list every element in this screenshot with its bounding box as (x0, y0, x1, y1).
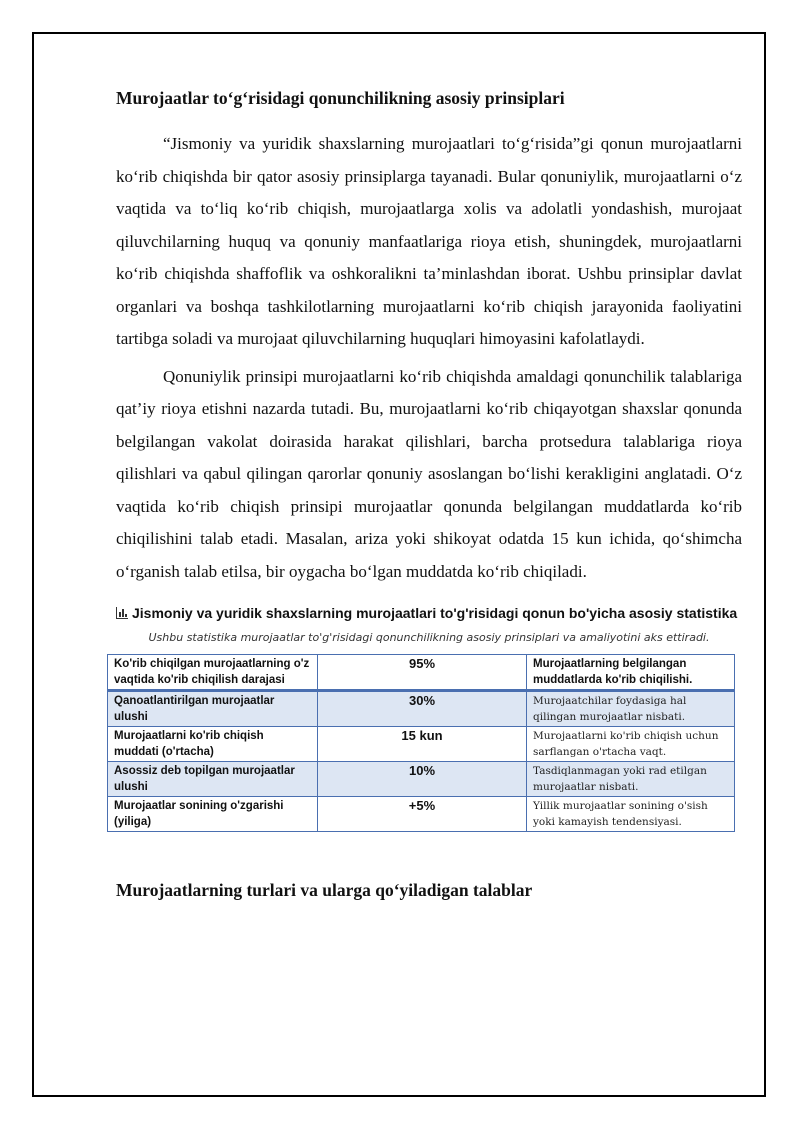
stats-subtitle: Ushbu statistika murojaatlar to'g'risidagi qonunchilikning asosiy prinsiplari va amaliyotini aks ettiradi. (148, 631, 710, 644)
table-row (108, 762, 735, 797)
stats-title-text: Jismoniy va yuridik shaxslarning murojaatlari to'g'risidagi qonun bo'yicha asosiy statistika (132, 605, 738, 621)
section-heading: Murojaatlarning turlari va ularga qo‘yiladigan talablar (116, 880, 533, 900)
stat-description: Yillik murojaatlar sonining o'sish yoki kamayish tendensiyasi. (527, 797, 735, 832)
stat-description: Murojaatlarni ko'rib chiqish uchun sarflangan o'rtacha vaqt. (527, 727, 735, 762)
document-body (116, 84, 742, 904)
stat-label: Asossiz deb topilgan murojaatlar ulushi (108, 762, 318, 797)
table-row (108, 727, 735, 762)
table-row (108, 797, 735, 832)
stat-value: +5% (318, 797, 527, 832)
stat-label: Murojaatlar sonining o'zgarishi (yiliga) (108, 797, 318, 832)
stat-description: Murojaatlarning belgilangan muddatlarda ko'rib chiqilishi. (527, 655, 735, 691)
paragraph: “Jismoniy va yuridik shaxslarning murojaatlari to‘g‘risida”gi qonun murojaatlarni ko‘rib chiqishda bir qator asosiy prinsiplarga tayanadi. Bular qonuniylik, murojaatlarni o‘z vaqtida va to‘liq ko‘rib chiqish, murojaatlarga xolis va adolatli yondashish, murojaat qiluvchilarning huquq va qonuniy manfaatlariga rioya etish, shuningdek, murojaatlarni ko‘rib chiqishda shaffoflik va oshkoralikni ta’minlashdan iborat. Ushbu prinsiplar davlat organlari va boshqa tashkilotlarning murojaatlarni ko‘rib chiqish jarayonida faoliyatini tartibga soladi va murojaat qiluvchilarning huquqlari himoyasini kafolatlaydi. (116, 134, 742, 348)
stats-title (116, 603, 742, 624)
stat-value: 10% (318, 762, 527, 797)
section-heading: Murojaatlar to‘g‘risidagi qonunchilikning asosiy prinsiplari (116, 88, 565, 108)
stat-label: Ko'rib chiqilgan murojaatlarning o'z vaqtida ko'rib chiqilish darajasi (108, 655, 318, 691)
bar-chart-icon (116, 607, 128, 619)
paragraph: Qonuniylik prinsipi murojaatlarni ko‘rib chiqishda amaldagi qonunchilik talablariga qat’iy rioya etishni nazarda tutadi. Bu, murojaatlarni ko‘rib chiqayotgan shaxslar qonunda belgilangan vakolat doirasida harakat qilishlari, barcha protsedura talablariga rioya qilishlari va qabul qilingan qarorlar qonuniy asoslangan bo‘lishi kerakligini anglatadi. O‘z vaqtida ko‘rib chiqish prinsipi murojaatlar qonunda belgilangan muddatlarda ko‘rib chiqilishini talab etadi. Masalan, ariza yoki shikoyat odatda 15 kun ichida, qo‘shimcha o‘rganish talab etilsa, bir oygacha bo‘lgan muddatda ko‘rib chiqiladi. (116, 366, 742, 581)
stat-label: Qanoatlantirilgan murojaatlar ulushi (108, 691, 318, 727)
stat-value: 30% (318, 691, 527, 727)
stat-label: Murojaatlarni ko'rib chiqish muddati (o'rtacha) (108, 727, 318, 762)
table-row (108, 691, 735, 727)
stat-value: 95% (318, 655, 527, 691)
stat-description: Murojaatchilar foydasiga hal qilingan murojaatlar nisbati. (527, 691, 735, 727)
stat-description: Tasdiqlanmagan yoki rad etilgan murojaatlar nisbati. (527, 762, 735, 797)
table-row (108, 655, 735, 691)
stat-value: 15 kun (318, 727, 527, 762)
stats-table (107, 654, 735, 832)
